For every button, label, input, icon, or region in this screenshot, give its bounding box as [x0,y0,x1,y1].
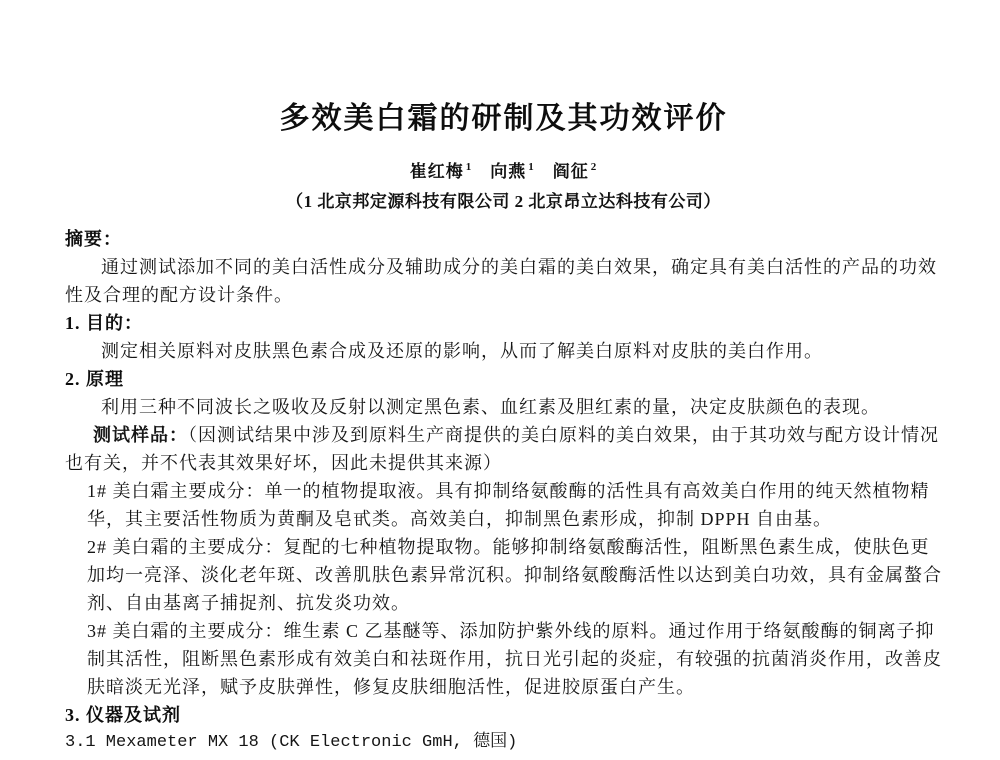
author-3-affiliation-mark: 2 [590,161,598,173]
section-principle-text: 利用三种不同波长之吸收及反射以测定黑色素、血红素及胆红素的量，决定皮肤颜色的表现。 [101,396,880,417]
author-3-name: 阎征 [552,161,589,181]
authors-line [65,154,942,185]
author-1-affiliation-mark: 1 [465,161,473,173]
affiliation-line: （1 北京邦定源科技有限公司 2 北京昂立达科技有公司） [286,191,721,211]
author-2-affiliation-mark: 1 [528,161,535,173]
section-principle-heading: 2. 原理 [65,368,124,389]
section-instruments-heading: 3. 仪器及试剂 [65,704,181,725]
section-purpose-text: 测定相关原料对皮肤黑色素合成及还原的影响，从而了解美白原料对皮肤的美白作用。 [101,340,823,361]
section-purpose-heading: 1. 目的： [65,312,143,333]
abstract-text: 通过测试添加不同的美白活性成分及辅助成分的美白霜的美白效果，确定具有美白活性的产品的功效性及合理的配方设计条件。 [65,256,937,305]
author-1-name: 崔红梅 [409,161,464,181]
paper-title: 多效美白霜的研制及其功效评价 [279,102,728,135]
test-samples-paragraph [65,421,942,477]
sample-1-description: 1# 美白霜主要成分：单一的植物提取液。具有抑制络氨酸酶的活性具有高效美白作用的纯天然植物精华，其主要活性物质为黄酮及皂甙类。高效美白，抑制黑色素形成，抑制 DPPH 自由基。 [87,480,930,529]
abstract-heading: 摘要： [65,228,122,249]
test-samples-label: 测试样品： [93,424,188,445]
author-3 [553,162,598,181]
test-samples-note: （因测试结果中涉及到原料生产商提供的美白原料的美白效果，由于其功效与配方设计情况也有关，并不代表其效果好坏，因此未提供其来源） [65,424,939,473]
author-2 [490,162,535,181]
instrument-item-3-1: 3.1 Mexameter MX 18 (CK Electronic GmH, 德国) [65,732,518,752]
author-1 [410,162,473,181]
sample-3-description: 3# 美白霜的主要成分：维生素 C 乙基醚等、添加防护紫外线的原料。通过作用于络氨酸酶的铜离子抑制其活性，阻断黑色素形成有效美白和祛斑作用，抗日光引起的炎症，有较强的抗菌消炎作用，改善皮肤暗淡无光泽，赋予皮肤弹性，修复皮肤细胞活性，促进胶原蛋白产生。 [87,620,942,697]
author-2-name: 向燕 [490,161,527,181]
paper-body [65,225,942,757]
sample-2-description: 2# 美白霜的主要成分：复配的七种植物提取物。能够抑制络氨酸酶活性，阻断黑色素生成，使肤色更加均一亮泽、淡化老年斑、改善肌肤色素异常沉积。抑制络氨酸酶活性以达到美白功效，具有金属螯合剂、自由基离子捕捉剂、抗发炎功效。 [87,536,942,613]
